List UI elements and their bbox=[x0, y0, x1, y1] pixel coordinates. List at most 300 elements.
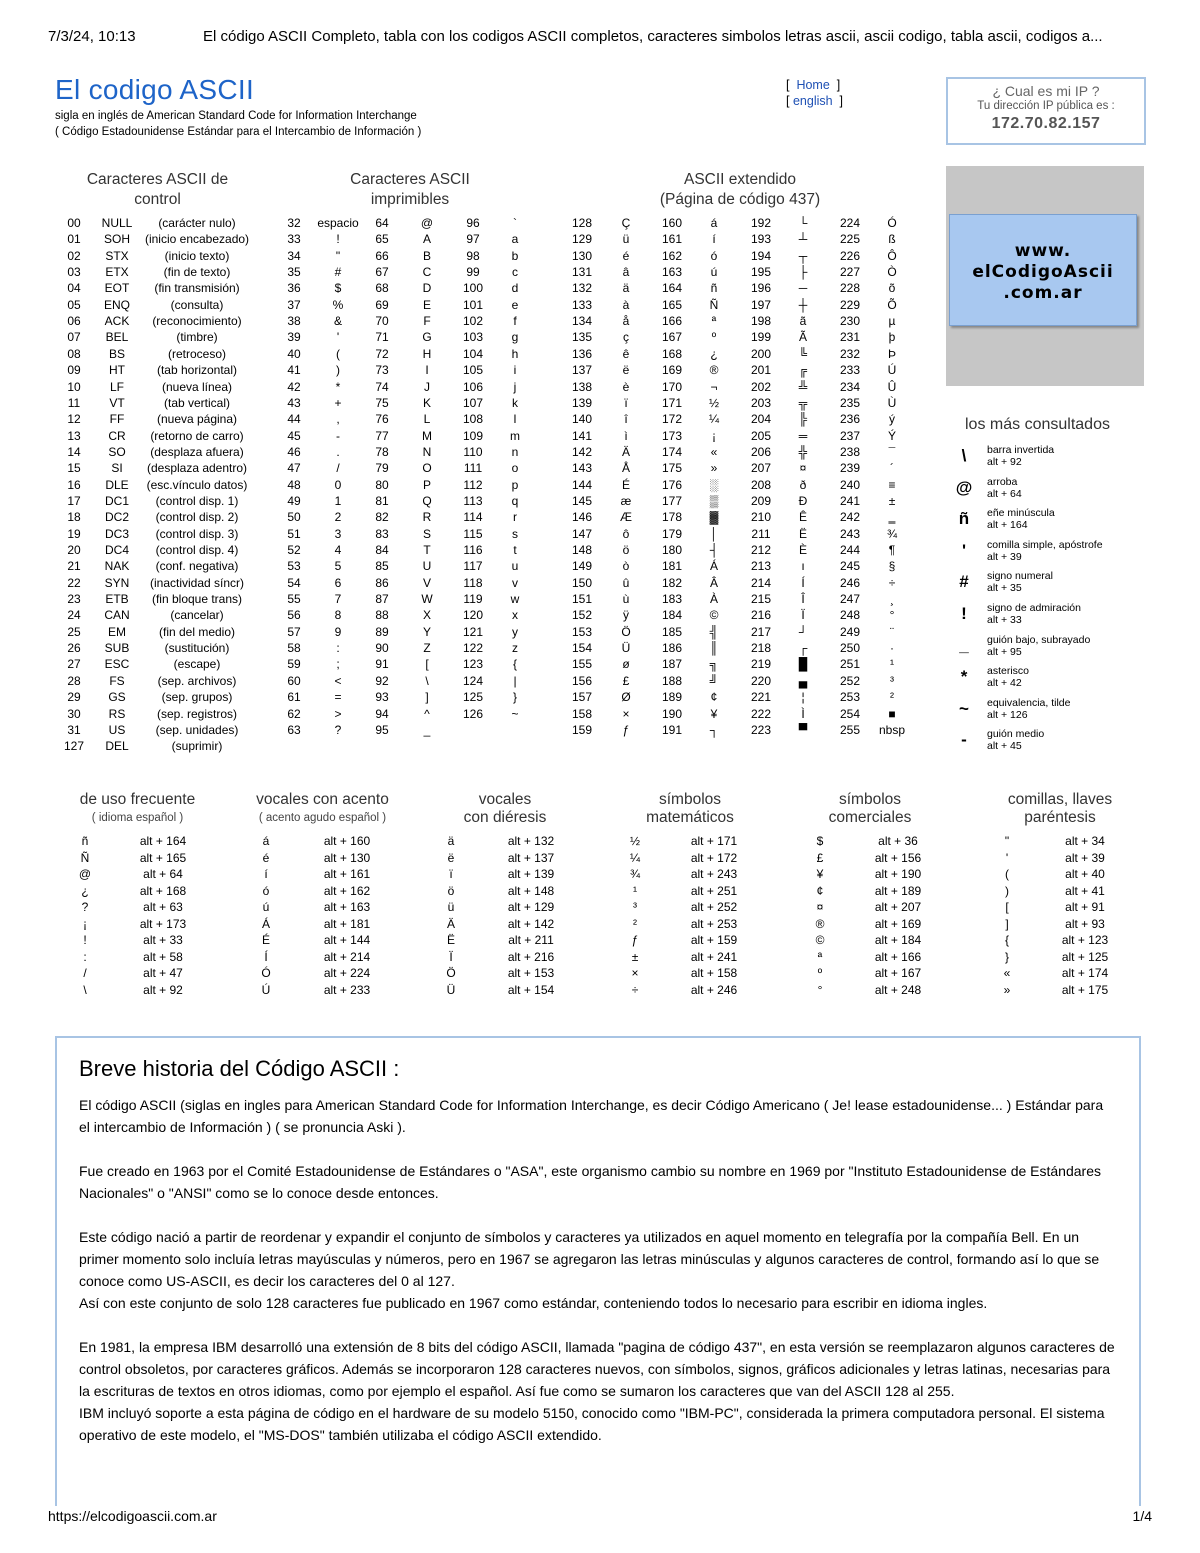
code-cell: 224 bbox=[839, 216, 861, 230]
popular-item[interactable] bbox=[955, 634, 1155, 664]
popular-name-label: signo numeral bbox=[987, 570, 1053, 583]
group-alt-code: alt + 34 bbox=[1065, 834, 1105, 848]
group-symbol: : bbox=[83, 949, 87, 964]
char-cell: Ó bbox=[887, 216, 897, 230]
char-cell: [ bbox=[425, 657, 429, 672]
english-link[interactable]: english bbox=[792, 94, 833, 108]
char-cell: i bbox=[513, 363, 517, 378]
char-cell: ┤ bbox=[709, 543, 719, 557]
popular-item[interactable] bbox=[955, 602, 1155, 632]
char-cell: Ú bbox=[887, 363, 897, 378]
char-cell: ò bbox=[622, 559, 630, 574]
popular-item[interactable] bbox=[955, 570, 1155, 600]
char-cell: £ bbox=[622, 673, 630, 688]
char-cell: ┐ bbox=[709, 722, 719, 737]
code-cell: 140 bbox=[571, 412, 593, 427]
desc-cell: (fin de texto) bbox=[163, 265, 231, 280]
code-cell: 205 bbox=[750, 428, 772, 443]
char-cell: > bbox=[334, 706, 342, 721]
group-alt-code: alt + 167 bbox=[874, 966, 922, 980]
group-symbol: ¼ bbox=[629, 850, 641, 865]
code-cell: 57 bbox=[287, 624, 301, 639]
code-cell: 55 bbox=[287, 592, 301, 607]
code-cell: 147 bbox=[571, 526, 593, 541]
desc-cell: (inicio encabezado) bbox=[144, 232, 250, 247]
group-symbol: ¡ bbox=[83, 916, 87, 931]
char-cell: Ï bbox=[801, 608, 805, 623]
code-cell: 01 bbox=[67, 232, 81, 247]
code-cell: 234 bbox=[839, 379, 861, 394]
code-cell: 148 bbox=[571, 543, 593, 557]
char-cell: G bbox=[422, 330, 432, 345]
popular-alt-code: alt + 35 bbox=[987, 582, 1022, 595]
group-symbol: ¥ bbox=[816, 867, 824, 881]
code-cell: 149 bbox=[571, 559, 593, 574]
code-cell: 237 bbox=[839, 428, 861, 443]
char-cell: | bbox=[513, 673, 517, 688]
popular-item[interactable] bbox=[955, 444, 1155, 474]
char-cell: D bbox=[422, 281, 432, 296]
group-alt-code: alt + 63 bbox=[143, 900, 183, 914]
char-cell: l bbox=[513, 412, 517, 427]
code-cell: 02 bbox=[67, 248, 81, 263]
code-cell: 250 bbox=[839, 641, 861, 656]
code-cell: 102 bbox=[462, 314, 484, 329]
code-cell: 241 bbox=[839, 493, 861, 508]
popular-item[interactable] bbox=[955, 665, 1155, 695]
desc-cell: (esc.vínculo datos) bbox=[146, 477, 248, 492]
control-header-line-2: control bbox=[134, 191, 181, 208]
code-cell: 58 bbox=[287, 641, 301, 656]
ad-banner bbox=[946, 166, 1144, 386]
abbrev-cell: BS bbox=[108, 346, 126, 361]
group-title-line-2: matemáticos bbox=[646, 809, 734, 826]
group-alt-code: alt + 163 bbox=[323, 900, 371, 914]
code-cell: 77 bbox=[375, 428, 389, 443]
group-alt-code: alt + 211 bbox=[508, 933, 554, 947]
desc-cell: (control disp. 3) bbox=[155, 526, 239, 541]
abbrev-cell: US bbox=[108, 722, 126, 737]
print-page-number: 1/4 bbox=[1132, 1508, 1152, 1524]
code-cell: 186 bbox=[661, 641, 683, 656]
code-cell: 220 bbox=[750, 673, 772, 688]
group-title-line-1: de uso frecuente bbox=[79, 791, 196, 808]
char-cell: ¾ bbox=[886, 526, 898, 541]
bracket: [ bbox=[786, 94, 790, 108]
char-cell: é bbox=[622, 248, 630, 263]
code-cell: 248 bbox=[839, 608, 861, 623]
code-cell: 00 bbox=[67, 216, 81, 230]
code-cell: 210 bbox=[750, 510, 772, 525]
code-cell: 08 bbox=[67, 346, 81, 361]
code-cell: 42 bbox=[287, 379, 301, 394]
char-cell: æ bbox=[620, 493, 632, 508]
char-cell: ß bbox=[888, 232, 896, 247]
abbrev-cell: ESC bbox=[104, 657, 130, 672]
code-cell: 118 bbox=[463, 575, 483, 590]
code-cell: 87 bbox=[375, 592, 389, 607]
history-paragraph: IBM incluyó soporte a esta página de código en el hardware de su modelo 5150, conocido como "IBM-PC", considerada la primera computadora personal. El sistema operativo de este modelo, el "MS-DOS" también utilizaba el código ASCII extendido. bbox=[79, 1405, 1105, 1443]
history-paragraph: Este código nació a partir de reordenar y expandir el conjunto de símbolos y caracteres ya utilizados en aquel momento en telegrafía por la compañía Bell. En un primer momento solo incluía letras mayúsculas y números, pero en 1967 se agregaron las letras minúsculas y algunos caracteres de control, formando así lo que se conoce como US-ASCII, es decir los caracteres del 0 al 127. bbox=[79, 1229, 1100, 1289]
code-cell: 19 bbox=[67, 526, 81, 541]
group-alt-code: alt + 184 bbox=[874, 933, 922, 947]
code-cell: 138 bbox=[571, 379, 593, 394]
code-cell: 67 bbox=[375, 265, 389, 280]
group-alt-code: alt + 241 bbox=[690, 949, 738, 964]
desc-cell: (control disp. 1) bbox=[155, 493, 239, 508]
char-cell: V bbox=[422, 575, 432, 590]
char-cell: j bbox=[513, 379, 517, 394]
char-cell: û bbox=[622, 575, 630, 590]
group-symbol: ¾ bbox=[629, 867, 641, 881]
char-cell: ð bbox=[799, 477, 807, 492]
code-cell: 156 bbox=[571, 673, 593, 688]
code-cell: 223 bbox=[750, 722, 772, 737]
desc-cell: (suprimir) bbox=[171, 739, 223, 754]
popular-name-label: asterisco bbox=[987, 665, 1030, 678]
char-cell: ▓ bbox=[709, 510, 719, 525]
group-title-line-1: vocales bbox=[478, 791, 532, 808]
code-cell: 17 bbox=[67, 493, 81, 508]
group-symbol: $ bbox=[816, 834, 824, 848]
char-cell: w bbox=[510, 592, 520, 607]
group-alt-code: alt + 165 bbox=[139, 850, 187, 865]
code-cell: 173 bbox=[661, 428, 683, 443]
char-cell: n bbox=[511, 444, 519, 459]
char-cell: ÷ bbox=[888, 575, 896, 590]
group-symbol: ® bbox=[815, 916, 825, 931]
group-symbol: / bbox=[83, 966, 87, 980]
popular-alt-code: alt + 64 bbox=[987, 487, 1022, 500]
code-cell: 85 bbox=[375, 559, 389, 574]
code-cell: 180 bbox=[661, 543, 683, 557]
code-cell: 253 bbox=[839, 690, 861, 705]
char-cell: Ð bbox=[798, 493, 808, 508]
code-cell: 37 bbox=[287, 297, 301, 312]
char-cell: v bbox=[512, 575, 518, 590]
code-cell: 71 bbox=[375, 330, 389, 345]
printable-header-line-1: Caracteres ASCII bbox=[350, 171, 470, 188]
group-title-line-1: símbolos bbox=[838, 791, 902, 808]
char-cell: $ bbox=[334, 281, 342, 296]
char-cell: ñ bbox=[710, 281, 718, 296]
char-cell: Å bbox=[621, 461, 631, 476]
char-cell: % bbox=[332, 297, 344, 312]
char-cell: d bbox=[511, 281, 519, 296]
group-alt-code: alt + 168 bbox=[139, 883, 187, 898]
popular-symbol: ! bbox=[961, 604, 967, 623]
extended-header-line-1: ASCII extendido bbox=[683, 171, 796, 188]
desc-cell: (control disp. 2) bbox=[155, 510, 239, 525]
desc-cell: (fin del medio) bbox=[158, 624, 236, 639]
code-cell: 16 bbox=[67, 477, 81, 492]
subtitle-line-1: sigla en inglés de American Standard Code for Information Interchange bbox=[55, 110, 417, 122]
code-cell: 62 bbox=[287, 706, 301, 721]
group-symbol: ö bbox=[447, 883, 455, 898]
printable-header bbox=[310, 170, 510, 210]
char-cell: 5 bbox=[334, 559, 342, 574]
group-symbol: ¢ bbox=[816, 883, 824, 898]
char-cell: ▄ bbox=[798, 673, 808, 688]
code-cell: 97 bbox=[466, 232, 480, 247]
char-cell: È bbox=[798, 543, 808, 557]
code-cell: 217 bbox=[750, 624, 772, 639]
code-cell: 109 bbox=[462, 428, 484, 443]
code-cell: 13 bbox=[67, 428, 81, 443]
char-cell: ¢ bbox=[710, 690, 718, 705]
code-cell: 23 bbox=[67, 592, 81, 607]
group-alt-code: alt + 233 bbox=[323, 982, 371, 997]
char-cell: k bbox=[512, 395, 518, 410]
char-cell: ä bbox=[622, 281, 630, 296]
abbrev-cell: FF bbox=[109, 412, 125, 427]
group-alt-code: alt + 252 bbox=[690, 900, 738, 914]
char-cell: ╣ bbox=[709, 624, 719, 639]
ip-address: 172.70.82.157 bbox=[991, 115, 1101, 132]
char-cell: ~ bbox=[511, 706, 519, 721]
char-cell: ý bbox=[889, 412, 895, 427]
code-cell: 185 bbox=[661, 624, 683, 639]
desc-cell: (reconocimiento) bbox=[152, 314, 242, 329]
home-link[interactable]: Home bbox=[796, 78, 830, 92]
abbrev-cell: SI bbox=[111, 461, 123, 476]
popular-item[interactable] bbox=[955, 697, 1155, 727]
popular-symbol: - bbox=[961, 730, 967, 750]
group-alt-code: alt + 148 bbox=[507, 883, 555, 898]
group-symbol: ' bbox=[1005, 850, 1009, 865]
code-cell: 22 bbox=[67, 575, 81, 590]
code-cell: 166 bbox=[661, 314, 683, 329]
code-cell: 219 bbox=[750, 657, 772, 672]
extended-header bbox=[620, 170, 860, 210]
code-cell: 143 bbox=[571, 461, 593, 476]
code-cell: 154 bbox=[571, 641, 593, 656]
code-cell: 191 bbox=[661, 722, 683, 737]
code-cell: 178 bbox=[661, 510, 683, 525]
code-cell: 09 bbox=[67, 363, 81, 378]
char-cell: Z bbox=[423, 641, 431, 656]
char-cell: ‗ bbox=[888, 510, 896, 525]
code-cell: 189 bbox=[661, 690, 683, 705]
code-cell: 199 bbox=[750, 330, 772, 345]
char-cell: Þ bbox=[887, 346, 897, 361]
char-cell: ┴ bbox=[798, 232, 808, 247]
code-cell: 159 bbox=[571, 722, 593, 737]
abbrev-cell: DC3 bbox=[104, 526, 130, 541]
char-cell: õ bbox=[888, 281, 896, 296]
code-cell: 99 bbox=[466, 265, 480, 280]
group-alt-code: alt + 243 bbox=[690, 867, 738, 881]
code-cell: 184 bbox=[661, 608, 683, 623]
char-cell: b bbox=[511, 248, 519, 263]
abbrev-cell: SUB bbox=[104, 641, 130, 656]
code-cell: 229 bbox=[839, 297, 861, 312]
code-cell: 177 bbox=[661, 493, 683, 508]
group-alt-code: alt + 142 bbox=[507, 916, 555, 931]
code-cell: 54 bbox=[287, 575, 301, 590]
code-cell: 254 bbox=[839, 706, 861, 721]
char-cell: g bbox=[511, 330, 519, 345]
code-cell: 64 bbox=[375, 216, 389, 230]
popular-item[interactable] bbox=[955, 507, 1155, 537]
code-cell: 129 bbox=[571, 232, 593, 247]
abbrev-cell: DEL bbox=[105, 739, 129, 754]
char-cell: ╬ bbox=[798, 444, 808, 459]
code-cell: 50 bbox=[287, 510, 301, 525]
char-cell: # bbox=[334, 265, 342, 280]
char-cell: x bbox=[512, 608, 518, 623]
char-cell: ╚ bbox=[798, 346, 808, 361]
group-alt-code: alt + 248 bbox=[874, 982, 922, 997]
code-cell: 75 bbox=[375, 395, 389, 410]
desc-cell: (sep. grupos) bbox=[161, 690, 233, 705]
code-cell: 121 bbox=[462, 624, 484, 639]
site-logo[interactable]: El codigo ASCII bbox=[55, 74, 255, 105]
group-symbol: ñ bbox=[81, 834, 89, 848]
code-cell: 218 bbox=[750, 641, 772, 656]
code-cell: 165 bbox=[661, 297, 683, 312]
desc-cell: (sep. registros) bbox=[156, 706, 238, 721]
abbrev-cell: SO bbox=[108, 444, 126, 459]
code-cell: 20 bbox=[67, 543, 81, 557]
code-cell: 160 bbox=[661, 216, 683, 230]
abbrev-cell: CAN bbox=[104, 608, 130, 623]
char-cell: ± bbox=[888, 493, 896, 508]
code-cell: 76 bbox=[375, 412, 389, 427]
code-cell: 88 bbox=[375, 608, 389, 623]
char-cell: M bbox=[422, 428, 432, 443]
group-symbol: Ü bbox=[446, 982, 456, 997]
char-cell: ½ bbox=[708, 395, 720, 410]
desc-cell: (tab horizontal) bbox=[156, 363, 238, 378]
code-cell: 181 bbox=[661, 559, 683, 574]
desc-cell: (timbre) bbox=[176, 330, 218, 345]
char-cell: ¤ bbox=[799, 461, 807, 476]
group-symbol: ¿ bbox=[81, 883, 89, 898]
char-cell: / bbox=[336, 461, 340, 476]
code-cell: 176 bbox=[661, 477, 683, 492]
char-cell: Ì bbox=[801, 706, 805, 721]
code-cell: 95 bbox=[375, 722, 389, 737]
group-symbol: ² bbox=[633, 916, 637, 931]
code-cell: 212 bbox=[750, 543, 772, 557]
group-symbol: ú bbox=[262, 900, 270, 914]
code-cell: 155 bbox=[571, 657, 593, 672]
abbrev-cell: ACK bbox=[104, 314, 130, 329]
code-cell: 46 bbox=[287, 444, 301, 459]
char-cell: Î bbox=[801, 592, 805, 607]
code-cell: 05 bbox=[67, 297, 81, 312]
char-cell: Ò bbox=[887, 265, 897, 280]
desc-cell: (tab vertical) bbox=[163, 395, 231, 410]
char-cell: µ bbox=[888, 314, 896, 329]
group-alt-code: alt + 58 bbox=[143, 949, 183, 964]
desc-cell: (conf. negativa) bbox=[155, 559, 239, 574]
char-cell: ) bbox=[336, 363, 340, 378]
char-cell: ^ bbox=[424, 706, 430, 721]
char-cell: ╗ bbox=[709, 657, 719, 672]
code-cell: 83 bbox=[375, 526, 389, 541]
code-cell: 68 bbox=[375, 281, 389, 296]
group-alt-code: alt + 171 bbox=[690, 834, 738, 848]
code-cell: 214 bbox=[750, 575, 772, 590]
popular-name bbox=[987, 444, 1054, 468]
char-cell: Ê bbox=[798, 510, 808, 525]
code-cell: 231 bbox=[839, 330, 861, 345]
popular-name bbox=[987, 634, 1090, 658]
char-cell: þ bbox=[888, 330, 896, 345]
char-cell: ≡ bbox=[888, 477, 896, 492]
popular-name bbox=[987, 507, 1055, 531]
code-cell: 43 bbox=[287, 395, 301, 410]
abbrev-cell: NULL bbox=[101, 216, 133, 230]
group-alt-code: alt + 154 bbox=[507, 982, 555, 997]
popular-item[interactable] bbox=[955, 476, 1155, 506]
abbrev-cell: NAK bbox=[104, 559, 130, 574]
char-cell: ¦ bbox=[801, 690, 805, 705]
group-symbol: ƒ bbox=[631, 933, 639, 947]
code-cell: 112 bbox=[463, 477, 483, 492]
group-alt-code: alt + 161 bbox=[323, 867, 371, 881]
desc-cell: (retroceso) bbox=[167, 346, 227, 361]
code-cell: 69 bbox=[375, 297, 389, 312]
code-cell: 14 bbox=[67, 444, 81, 459]
char-cell: m bbox=[510, 428, 520, 443]
code-cell: 255 bbox=[839, 722, 861, 737]
char-cell: ú bbox=[710, 265, 718, 280]
char-cell: ` bbox=[513, 216, 517, 230]
group-symbol: } bbox=[1004, 949, 1010, 964]
popular-item[interactable] bbox=[955, 728, 1155, 758]
desc-cell: (sustitución) bbox=[164, 641, 230, 656]
char-cell: ° bbox=[889, 608, 895, 623]
ad-link[interactable] bbox=[949, 214, 1137, 326]
char-cell: ü bbox=[622, 232, 630, 247]
group-symbol: © bbox=[815, 933, 825, 947]
char-cell: Ç bbox=[621, 216, 631, 230]
char-cell: 1 bbox=[334, 493, 342, 508]
group-symbol: º bbox=[817, 966, 823, 980]
popular-item[interactable] bbox=[955, 539, 1155, 569]
char-cell: B bbox=[422, 248, 432, 263]
code-cell: 171 bbox=[661, 395, 683, 410]
char-cell: ø bbox=[622, 657, 630, 672]
code-cell: 15 bbox=[67, 461, 81, 476]
char-cell: q bbox=[511, 493, 519, 508]
group-symbol: Ú bbox=[261, 982, 271, 997]
group-symbol: Ï bbox=[449, 949, 453, 964]
desc-cell: (inactividad síncr) bbox=[149, 575, 245, 590]
desc-cell: (sep. archivos) bbox=[157, 673, 237, 688]
code-cell: 53 bbox=[287, 559, 301, 574]
char-cell: º bbox=[711, 330, 717, 345]
popular-symbol: ~ bbox=[959, 698, 969, 718]
code-cell: 244 bbox=[839, 543, 861, 557]
group-alt-code: alt + 216 bbox=[507, 949, 555, 964]
char-cell: ç bbox=[623, 330, 629, 345]
group-symbol: « bbox=[1003, 966, 1011, 980]
code-cell: 183 bbox=[661, 592, 683, 607]
char-cell: nbsp bbox=[878, 722, 906, 737]
char-cell: ┘ bbox=[798, 624, 808, 639]
char-cell: × bbox=[622, 706, 630, 721]
char-cell: X bbox=[422, 608, 432, 623]
char-cell: ▀ bbox=[798, 722, 808, 737]
code-cell: 66 bbox=[375, 248, 389, 263]
char-cell: ¥ bbox=[710, 706, 718, 721]
group-alt-code: alt + 36 bbox=[878, 834, 918, 848]
abbrev-cell: DLE bbox=[105, 477, 129, 492]
